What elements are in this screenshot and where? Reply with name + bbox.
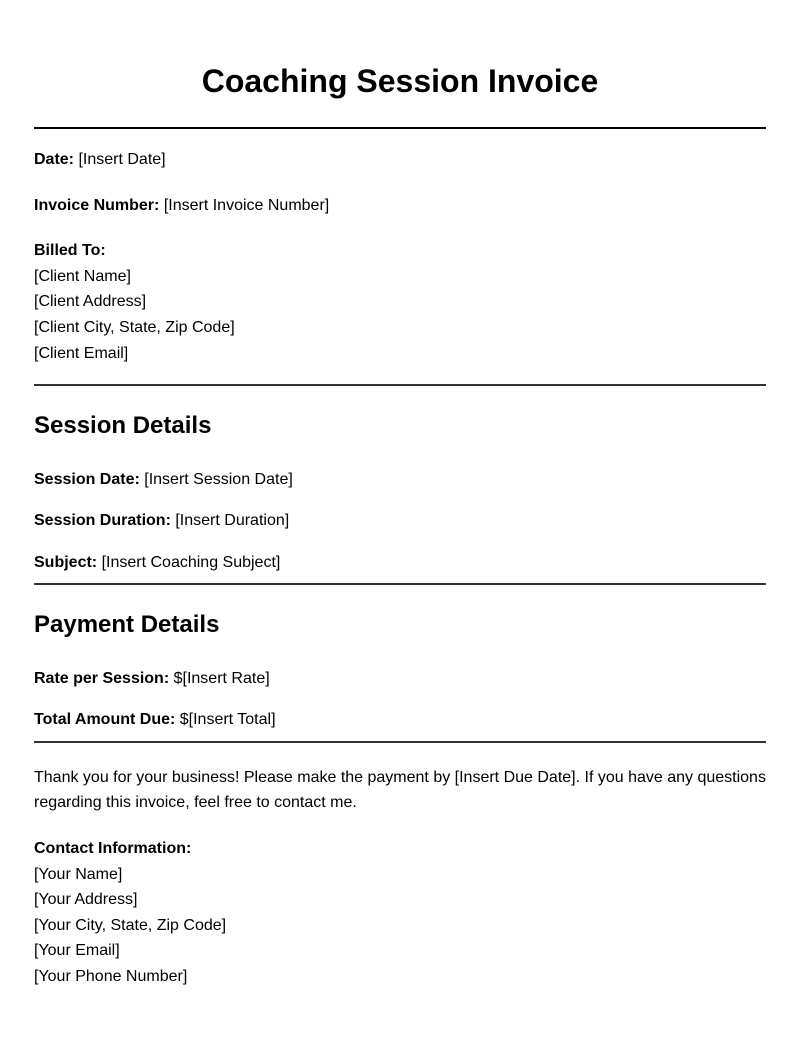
payment-details-heading: Payment Details [34,611,220,638]
rate-value: $[Insert Rate] [173,670,270,687]
session-date-label: Session Date: [34,471,140,488]
subject-line [34,553,280,573]
client-email: [Client Email] [34,345,129,362]
your-address: [Your Address] [34,891,138,908]
rate-line [34,669,270,689]
billed-to-label: Billed To: [34,242,106,259]
session-date-line [34,470,293,490]
client-address: [Client Address] [34,293,147,310]
your-name: [Your Name] [34,866,123,883]
date-line [34,150,166,170]
total-value: $[Insert Total] [179,711,276,728]
total-line [34,710,276,730]
session-date-value: [Insert Session Date] [144,471,293,488]
thank-you-message: Thank you for your business! Please make the payment by [Insert Due Date]. If you have any questions regarding this invoice, feel free to contact me. [34,769,766,811]
section-divider [34,741,766,743]
subject-value: [Insert Coaching Subject] [101,554,281,571]
your-city-state-zip: [Your City, State, Zip Code] [34,917,227,934]
your-phone-number: [Your Phone Number] [34,968,188,985]
client-city-state-zip: [Client City, State, Zip Code] [34,319,235,336]
session-duration-line [34,511,289,531]
section-divider [34,384,766,386]
session-details-heading: Session Details [34,412,212,439]
invoice-title: Coaching Session Invoice [201,63,599,99]
session-duration-label: Session Duration: [34,512,171,529]
client-name: [Client Name] [34,268,131,285]
section-divider [34,583,766,585]
contact-information-label: Contact Information: [34,840,192,857]
rate-label: Rate per Session: [34,670,170,687]
invoice-number-line [34,196,329,216]
session-duration-value: [Insert Duration] [175,512,290,529]
title-divider [34,127,766,129]
invoice-number-label: Invoice Number: [34,197,160,214]
date-value: [Insert Date] [78,151,166,168]
date-label: Date: [34,151,75,168]
invoice-number-value: [Insert Invoice Number] [163,197,330,214]
your-email: [Your Email] [34,942,120,959]
total-label: Total Amount Due: [34,711,176,728]
subject-label: Subject: [34,554,98,571]
